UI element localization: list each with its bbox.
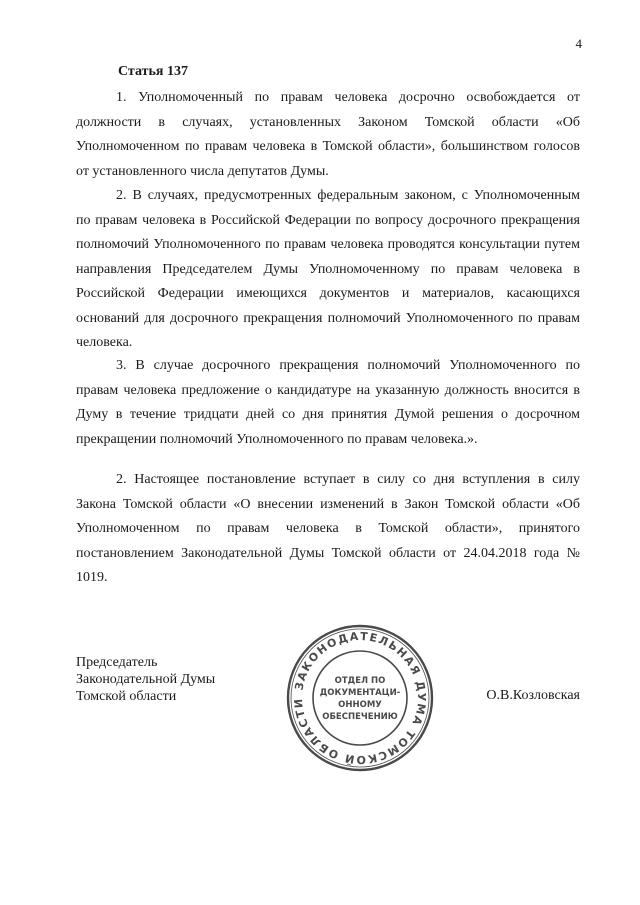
page-number: 4 [575, 36, 582, 51]
stamp-center-line: ДОКУМЕНТАЦИ- [319, 688, 401, 698]
article-paragraph-3: 3. В случае досрочного прекращения полномочий Уполномоченного по правам человека предложение о кандидатуре на указанную должность вносится в Думу в течение тридцати дней со дня принятия Думой решения о досрочном прекращении полномочий Уполномоченного по правам человека.». [76, 358, 580, 447]
stamp-ring-text: ЗАКОНОДАТЕЛЬНАЯ ДУМА ТОМСКОЙ ОБЛАСТИ [291, 629, 429, 767]
signature-block [76, 654, 215, 705]
clause-2-paragraph: 2. Настоящее постановление вступает в силу со дня вступления в силу Закона Томской области «О внесении изменений в Закон Томской области «Об Уполномоченном по правам человека в Томской области», принятого постановлением Законодательной Думы Томской области от 24.04.2018 года № 1019. [76, 472, 580, 585]
stamp-center-line: ОТДЕЛ ПО [334, 676, 386, 686]
signatory-name: О.В.Козловская [486, 688, 580, 703]
signature-position-line: Председатель [76, 655, 158, 670]
stamp-center-line: ОБЕСПЕЧЕНИЮ [322, 712, 398, 722]
official-stamp [284, 622, 436, 774]
stamp-center-line: ОННОМУ [338, 700, 382, 710]
article-title: Статья 137 [118, 64, 188, 79]
article-paragraph-2: 2. В случаях, предусмотренных федеральным законом, с Уполномоченным по правам человека в Российской Федерации по вопросу досрочного прекращения полномочий Уполномоченного по правам человека проводятся консультации путем направления Председателем Думы Уполномоченному по правам человека в Российской Федерации имеющихся документов и материалов, касающихся оснований для досрочного прекращения полномочий Уполномоченного по правам человека. [76, 188, 580, 350]
signature-position-line: Законодательной Думы [76, 672, 216, 687]
article-paragraph-1: 1. Уполномоченный по правам человека досрочно освобождается от должности в случаях, установленных Законом Томской области «Об Уполномоченном по правам человека в Томской области», большинством голосов от установленного числа депутатов Думы. [76, 90, 580, 179]
signature-position-line: Томской области [76, 689, 177, 704]
